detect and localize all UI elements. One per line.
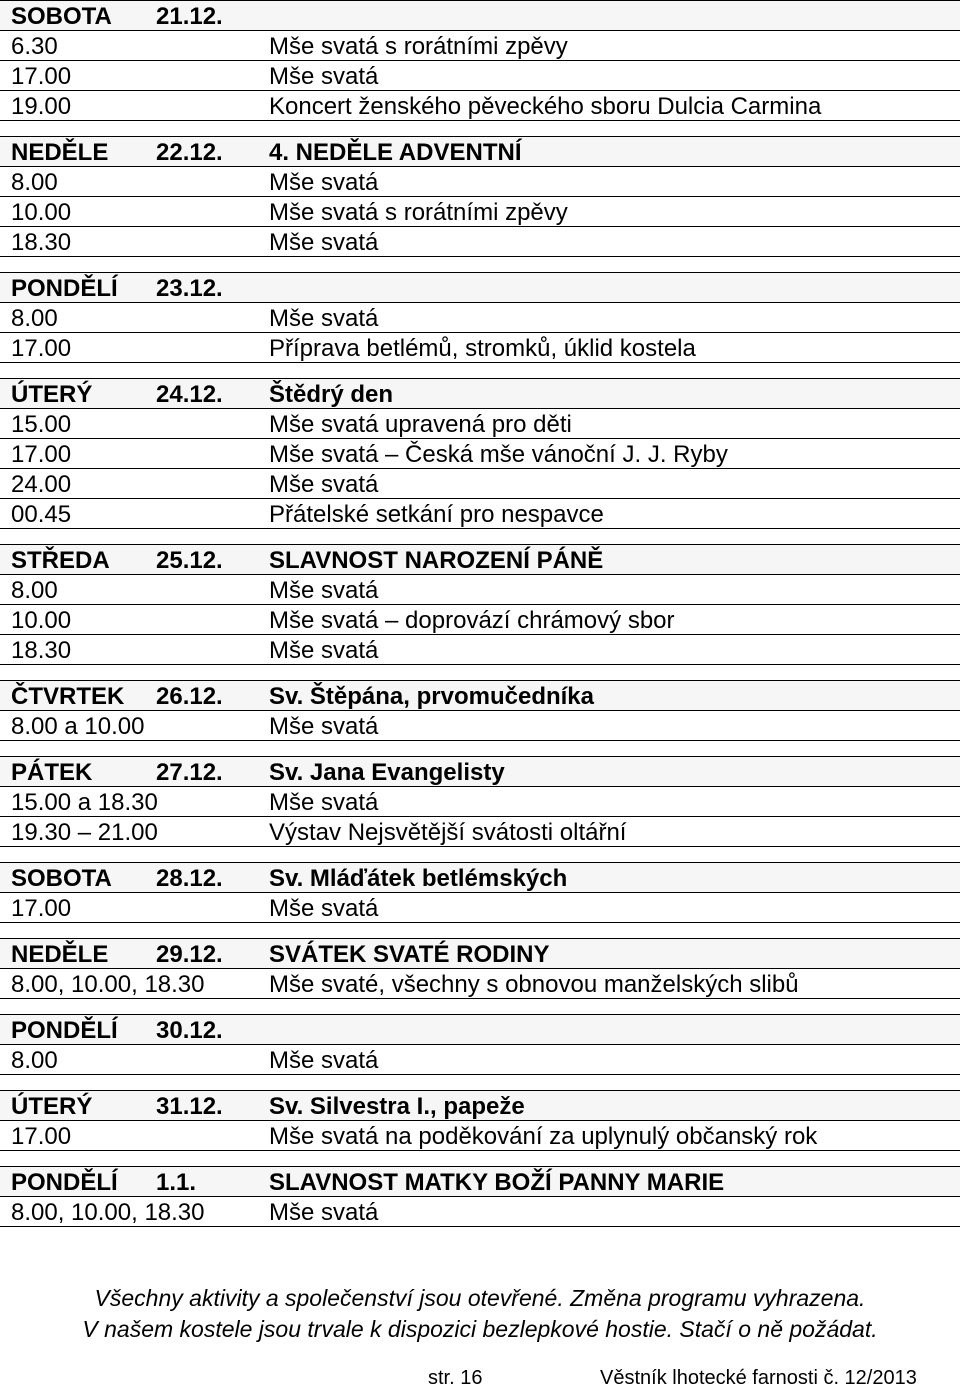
- day-block: [0, 680, 960, 741]
- day-spacer: [0, 121, 960, 136]
- event-description: Mše svatá: [269, 713, 379, 740]
- day-title: SVÁTEK SVATÉ RODINY: [269, 941, 550, 968]
- day-block: [0, 136, 960, 257]
- event-row: [0, 227, 960, 257]
- event-description: Mše svatá: [269, 305, 379, 332]
- day-date: 28.12.: [156, 865, 223, 892]
- day-header: [0, 272, 960, 303]
- day-date: 22.12.: [156, 139, 223, 166]
- event-description: Přátelské setkání pro nespavce: [269, 501, 604, 528]
- day-spacer: [0, 847, 960, 862]
- day-header: [0, 378, 960, 409]
- day-title: Sv. Štěpána, prvomučedníka: [269, 683, 594, 710]
- event-time: 17.00: [11, 63, 72, 90]
- footer-note-hosts: V našem kostele jsou trvale k dispozici bezlepkové hostie. Stačí o ně požádat.: [82, 1316, 878, 1342]
- day-block: [0, 378, 960, 529]
- day-date: 30.12.: [156, 1017, 223, 1044]
- day-name: SOBOTA: [11, 3, 112, 30]
- day-title: Sv. Mláďátek betlémských: [269, 865, 568, 892]
- day-block: [0, 1014, 960, 1075]
- day-block: [0, 862, 960, 923]
- event-row: [0, 167, 960, 197]
- day-title: Sv. Jana Evangelisty: [269, 759, 505, 786]
- day-header: [0, 0, 960, 31]
- footer-note-activities: Všechny aktivity a společenství jsou otevřené. Změna programu vyhrazena.: [94, 1285, 866, 1311]
- day-name: ÚTERÝ: [11, 1093, 93, 1120]
- day-name: NEDĚLE: [11, 139, 109, 166]
- day-header: [0, 544, 960, 575]
- day-date: 23.12.: [156, 275, 223, 302]
- event-description: Mše svatá s rorátními zpěvy: [269, 33, 568, 60]
- event-time: 8.00: [11, 169, 58, 196]
- event-time: 19.30 – 21.00: [11, 819, 158, 846]
- day-date: 24.12.: [156, 381, 223, 408]
- event-row: [0, 409, 960, 439]
- day-date: 27.12.: [156, 759, 223, 786]
- day-name: NEDĚLE: [11, 941, 109, 968]
- event-time: 10.00: [11, 607, 72, 634]
- day-header: [0, 136, 960, 167]
- day-title: SLAVNOST MATKY BOŽÍ PANNY MARIE: [269, 1169, 725, 1196]
- event-time: 17.00: [11, 895, 72, 922]
- event-time: 17.00: [11, 1123, 72, 1150]
- event-description: Mše svatá s rorátními zpěvy: [269, 199, 568, 226]
- event-time: 8.00: [11, 577, 58, 604]
- day-title: Sv. Silvestra I., papeže: [269, 1093, 525, 1120]
- event-description: Mše svatá: [269, 229, 379, 256]
- event-row: [0, 333, 960, 363]
- event-description: Mše svatá: [269, 577, 379, 604]
- event-row: [0, 91, 960, 121]
- day-spacer: [0, 999, 960, 1014]
- event-row: [0, 439, 960, 469]
- event-row: [0, 303, 960, 333]
- day-spacer: [0, 363, 960, 378]
- day-date: 1.1.: [156, 1169, 197, 1196]
- event-description: Mše svatá: [269, 637, 379, 664]
- day-date: 31.12.: [156, 1093, 223, 1120]
- day-date: 25.12.: [156, 547, 223, 574]
- event-row: [0, 893, 960, 923]
- day-date: 21.12.: [156, 3, 223, 30]
- day-name: STŘEDA: [11, 547, 110, 574]
- day-header: [0, 1090, 960, 1121]
- event-time: 8.00, 10.00, 18.30: [11, 971, 205, 998]
- event-row: [0, 969, 960, 999]
- event-row: [0, 635, 960, 665]
- event-time: 8.00 a 10.00: [11, 713, 145, 740]
- event-time: 8.00: [11, 305, 58, 332]
- day-spacer: [0, 257, 960, 272]
- day-name: ČTVRTEK: [11, 683, 125, 710]
- day-name: ÚTERÝ: [11, 381, 93, 408]
- event-time: 24.00: [11, 471, 72, 498]
- day-header: [0, 862, 960, 893]
- day-block: [0, 0, 960, 121]
- day-name: PÁTEK: [11, 759, 93, 786]
- event-row: [0, 1197, 960, 1227]
- event-description: Mše svatá: [269, 789, 379, 816]
- event-description: Mše svatá: [269, 1047, 379, 1074]
- event-row: [0, 575, 960, 605]
- event-time: 6.30: [11, 33, 58, 60]
- event-description: Koncert ženského pěveckého sboru Dulcia Carmina: [269, 93, 822, 120]
- day-spacer: [0, 741, 960, 756]
- day-block: [0, 756, 960, 847]
- event-time: 8.00, 10.00, 18.30: [11, 1199, 205, 1226]
- page-number: str. 16: [428, 1367, 483, 1389]
- event-description: Mše svatá: [269, 1199, 379, 1226]
- day-spacer: [0, 923, 960, 938]
- day-header: [0, 756, 960, 787]
- event-row: [0, 61, 960, 91]
- day-block: [0, 938, 960, 999]
- publication-name: Věstník lhotecké farnosti č. 12/2013: [600, 1367, 917, 1389]
- event-row: [0, 1121, 960, 1151]
- event-description: Výstav Nejsvětější svátosti oltářní: [269, 819, 627, 846]
- event-description: Mše svatá upravená pro děti: [269, 411, 572, 438]
- day-title: SLAVNOST NAROZENÍ PÁNĚ: [269, 547, 604, 574]
- day-title: Štědrý den: [269, 381, 394, 408]
- event-time: 17.00: [11, 335, 72, 362]
- event-time: 8.00: [11, 1047, 58, 1074]
- event-row: [0, 605, 960, 635]
- day-block: [0, 272, 960, 363]
- event-row: [0, 817, 960, 847]
- day-header: [0, 680, 960, 711]
- event-row: [0, 787, 960, 817]
- day-name: SOBOTA: [11, 865, 112, 892]
- event-row: [0, 711, 960, 741]
- day-header: [0, 1166, 960, 1197]
- event-time: 18.30: [11, 637, 72, 664]
- event-description: Mše svatá na poděkování za uplynulý občanský rok: [269, 1123, 818, 1150]
- event-description: Mše svaté, všechny s obnovou manželských slibů: [269, 971, 799, 998]
- day-block: [0, 544, 960, 665]
- event-row: [0, 469, 960, 499]
- event-description: Mše svatá: [269, 471, 379, 498]
- day-block: [0, 1166, 960, 1227]
- event-time: 00.45: [11, 501, 72, 528]
- day-block: [0, 1090, 960, 1151]
- day-date: 26.12.: [156, 683, 223, 710]
- event-row: [0, 499, 960, 529]
- event-description: Mše svatá – doprovází chrámový sbor: [269, 607, 675, 634]
- event-time: 15.00 a 18.30: [11, 789, 158, 816]
- day-header: [0, 1014, 960, 1045]
- event-time: 19.00: [11, 93, 72, 120]
- day-header: [0, 938, 960, 969]
- event-description: Příprava betlémů, stromků, úklid kostela: [269, 335, 696, 362]
- day-name: PONDĚLÍ: [11, 275, 118, 302]
- day-spacer: [0, 529, 960, 544]
- event-row: [0, 197, 960, 227]
- event-row: [0, 1045, 960, 1075]
- day-spacer: [0, 665, 960, 680]
- day-spacer: [0, 1151, 960, 1166]
- event-description: Mše svatá: [269, 895, 379, 922]
- event-time: 17.00: [11, 441, 72, 468]
- event-description: Mše svatá: [269, 63, 379, 90]
- day-name: PONDĚLÍ: [11, 1017, 118, 1044]
- event-time: 15.00: [11, 411, 72, 438]
- day-name: PONDĚLÍ: [11, 1169, 118, 1196]
- day-date: 29.12.: [156, 941, 223, 968]
- event-time: 18.30: [11, 229, 72, 256]
- event-description: Mše svatá: [269, 169, 379, 196]
- event-row: [0, 31, 960, 61]
- event-description: Mše svatá – Česká mše vánoční J. J. Ryby: [269, 441, 728, 468]
- day-title: 4. NEDĚLE ADVENTNÍ: [269, 139, 522, 166]
- day-spacer: [0, 1075, 960, 1090]
- event-time: 10.00: [11, 199, 72, 226]
